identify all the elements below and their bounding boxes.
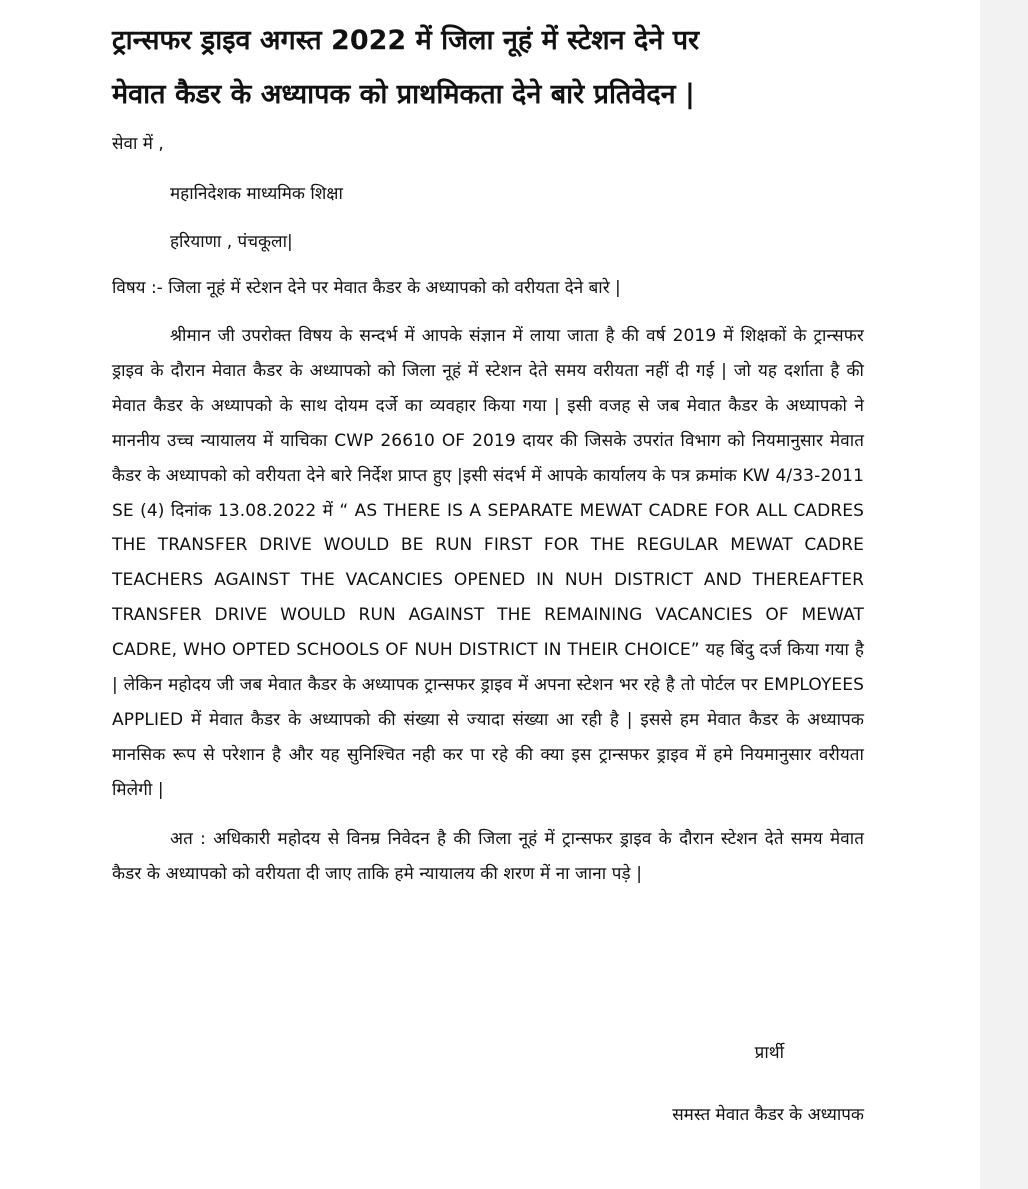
signature-name: समस्त मेवात कैडर के अध्यापक <box>672 1105 864 1125</box>
salutation: सेवा में , <box>112 134 164 154</box>
viewer-margin <box>980 0 1028 1189</box>
body-paragraph-1: श्रीमान जी उपरोक्त विषय के सन्दर्भ में आपके संज्ञान में लाया जाता है की वर्ष 2019 में शिक्षकों के ट्रान्सफर ड्राइव के दौरान मेवात कैडर के अध्यापको को जिला नूहं में स्टेशन देते समय वरीयता नहीं दी गई | जो यह दर्शाता है की मेवात कैडर के अध्यापको के साथ दोयम दर्जे का व्यवहार किया गया | इसी वजह से जब मेवात कैडर के अध्यापको ने माननीय उच्च न्यायालय में याचिका CWP 26610 OF 2019 दायर की जिसके उपरांत विभाग को नियमानुसार मेवात कैडर के अध्यापको को वरीयता देने बारे निर्देश प्राप्त हुए |इसी संदर्भ में आपके कार्यालय के पत्र क्रमांक KW 4/33-2011 SE (4) दिनांक 13.08.2022 में “ AS THERE IS A SEPARATE MEWAT CADRE FOR ALL CADRES THE TRANSFER DRIVE WOULD BE RUN FIRST FOR THE REGULAR MEWAT CADRE TEACHERS AGAINST THE VACANCIES OPENED IN NUH DISTRICT AND THEREAFTER TRANSFER DRIVE WOULD RUN AGAINST THE REMAINING VACANCIES OF MEWAT CADRE, WHO OPTED SCHOOLS OF NUH DISTRICT IN THEIR CHOICE” यह बिंदु दर्ज किया गया है | लेकिन महोदय जी जब मेवात कैडर के अध्यापक ट्रान्सफर ड्राइव में अपना स्टेशन भर रहे है तो पोर्टल पर EMPLOYEES APPLIED में मेवात कैडर के अध्यापको की संख्या से ज्यादा संख्या आ रही है | इससे हम मेवात कैडर के अध्यापक मानसिक रूप से परेशान है और यह सुनिश्चित नही कर पा रहे की क्या इस ट्रान्सफर ड्राइव में हमे नियमानुसार वरीयता मिलेगी | <box>112 326 864 800</box>
recipient-designation: महानिदेशक माध्यमिक शिक्षा <box>170 184 343 204</box>
title-line-1: ट्रान्सफर ड्राइव अगस्त 2022 में जिला नूहं में स्टेशन देने पर <box>112 25 700 56</box>
signature-label: प्रार्थी <box>754 1043 784 1063</box>
signature-block <box>112 0 864 1189</box>
recipient-location: हरियाणा , पंचकूला| <box>170 232 293 252</box>
body-paragraph-2: अत : अधिकारी महोदय से विनम्र निवेदन है की जिला नूहं में ट्रान्सफर ड्राइव के दौरान स्टेशन देते समय मेवात कैडर के अध्यापको को वरीयता दी जाए ताकि हमे न्यायालय की शरण में ना जाना पड़े | <box>112 828 864 884</box>
subject-line: विषय :- जिला नूहं में स्टेशन देने पर मेवात कैडर के अध्यापको को वरीयता देने बारे | <box>112 278 621 298</box>
title-line-2: मेवात कैडर के अध्यापक को प्राथमिकता देने बारे प्रतिवेदन | <box>112 79 695 110</box>
